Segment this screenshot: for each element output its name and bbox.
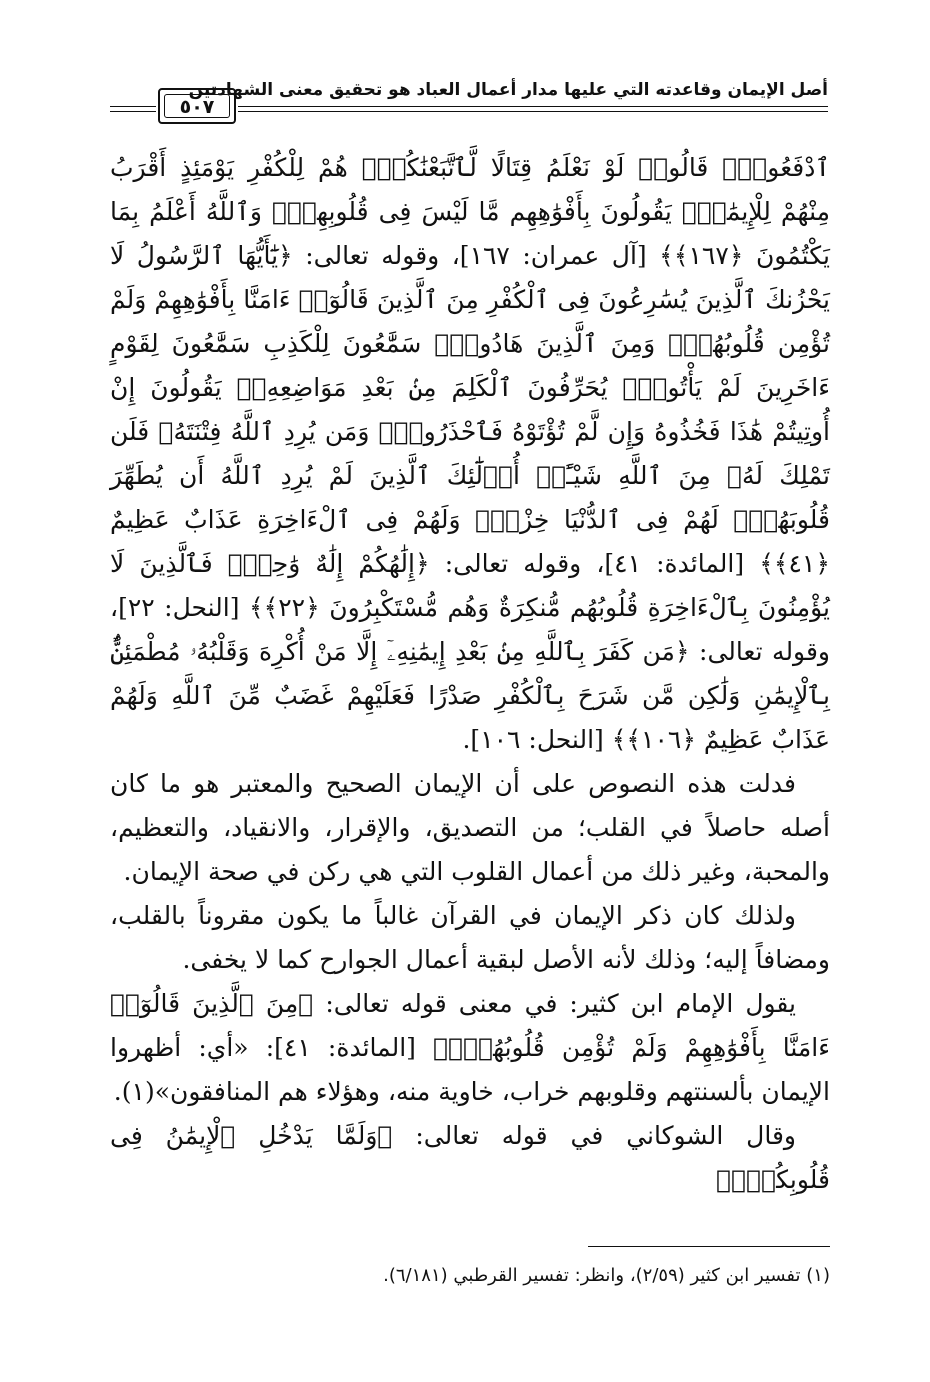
body-text	[110, 146, 830, 1202]
running-title: أصل الإيمان وقاعدته التي عليها مدار أعمال العباد هو تحقيق معنى الشهادتين	[188, 80, 828, 100]
paragraph-shawkani: وقال الشوكاني في قوله تعالى: ﴿وَلَمَّا يَدْخُلِ ٱلْإِيمَٰنُ فِى قُلُوبِكُمْۖ﴾	[110, 1121, 830, 1194]
header-rule	[110, 111, 156, 112]
paragraph-conclusion: فدلت هذه النصوص على أن الإيمان الصحيح والمعتبر هو ما كان أصله حاصلاً في القلب؛ من التصديق، والإقرار، والانقياد، والتعظيم، والمحبة، وغير ذلك من أعمال القلوب التي هي ركن في صحة الإيمان.	[110, 769, 830, 886]
header-rule	[238, 106, 828, 107]
header-rule	[238, 111, 828, 112]
page-header	[110, 78, 828, 126]
header-rule	[110, 106, 156, 107]
footnote: (١) تفسير ابن كثير (٢/٥٩)، وانظر: تفسير القرطبي (٦/١٨١).	[383, 1265, 830, 1286]
page-number: ٥٠٧	[179, 96, 215, 118]
page-number-frame	[158, 88, 236, 124]
paragraph-heart: ولذلك كان ذكر الإيمان في القرآن غالباً ما يكون مقروناً بالقلب، ومضافاً إليه؛ وذلك لأنه الأصل لبقية أعمال الجوارح كما لا يخفى.	[110, 901, 830, 974]
footnote-separator	[588, 1246, 830, 1247]
paragraph-verses: ٱدْفَعُوا۟ۖ قَالُوا۟ لَوْ نَعْلَمُ قِتَالًا لَّٱتَّبَعْنَٰكُمْۗ هُمْ لِلْكُفْرِ يَوْمَئِذٍ أَقْرَبُ مِنْهُمْ لِلْإِيمَٰنِۚ يَقُولُونَ بِأَفْوَٰهِهِم مَّا لَيْسَ فِى قُلُوبِهِمْۗ وَٱللَّهُ أَعْلَمُ بِمَا يَكْتُمُونَ ﴿١٦٧﴾﴾ [آل عمران: ١٦٧]، وقوله تعالى: ﴿يَٰٓأَيُّهَا ٱلرَّسُولُ لَا يَحْزُنكَ ٱلَّذِينَ يُسَٰرِعُونَ فِى ٱلْكُفْرِ مِنَ ٱلَّذِينَ قَالُوٓا۟ ءَامَنَّا بِأَفْوَٰهِهِمْ وَلَمْ تُؤْمِن قُلُوبُهُمْۛ وَمِنَ ٱلَّذِينَ هَادُوا۟ۛ سَمَّٰعُونَ لِلْكَذِبِ سَمَّٰعُونَ لِقَوْمٍ ءَاخَرِينَ لَمْ يَأْتُوكَۖ يُحَرِّفُونَ ٱلْكَلِمَ مِنۢ بَعْدِ مَوَاضِعِهِۦۖ يَقُولُونَ إِنْ أُوتِيتُمْ هَٰذَا فَخُذُوهُ وَإِن لَّمْ تُؤْتَوْهُ فَٱحْذَرُوا۟ۚ وَمَن يُرِدِ ٱللَّهُ فِتْنَتَهُۥ فَلَن تَمْلِكَ لَهُۥ مِنَ ٱللَّهِ شَيْـًٔاۚ أُو۟لَٰٓئِكَ ٱلَّذِينَ لَمْ يُرِدِ ٱللَّهُ أَن يُطَهِّرَ قُلُوبَهُمْۚ لَهُمْ فِى ٱلدُّنْيَا خِزْىٌۖ وَلَهُمْ فِى ٱلْءَاخِرَةِ عَذَابٌ عَظِيمٌ ﴿٤١﴾﴾ [المائدة: ٤١]، وقوله تعالى: ﴿إِلَٰهُكُمْ إِلَٰهٌ وَٰحِدٌۚ فَٱلَّذِينَ لَا يُؤْمِنُونَ بِٱلْءَاخِرَةِ قُلُوبُهُم مُّنكِرَةٌ وَهُم مُّسْتَكْبِرُونَ ﴿٢٢﴾﴾ [النحل: ٢٢]، وقوله تعالى: ﴿مَن كَفَرَ بِٱللَّهِ مِنۢ بَعْدِ إِيمَٰنِهِۦٓ إِلَّا مَنْ أُكْرِهَ وَقَلْبُهُۥ مُطْمَئِنٌّۢ بِٱلْإِيمَٰنِ وَلَٰكِن مَّن شَرَحَ بِٱلْكُفْرِ صَدْرًا فَعَلَيْهِمْ غَضَبٌ مِّنَ ٱللَّهِ وَلَهُمْ عَذَابٌ عَظِيمٌ ﴿١٠٦﴾﴾ [النحل: ١٠٦].	[110, 153, 831, 754]
paragraph-ibn-kathir: يقول الإمام ابن كثير: في معنى قوله تعالى: ﴿مِنَ ٱلَّذِينَ قَالُوٓا۟ ءَامَنَّا بِأَفْوَٰهِهِمْ وَلَمْ تُؤْمِن قُلُوبُهُمْۛ﴾ [المائدة: ٤١]: «أي: أظهروا الإيمان بألسنتهم وقلوبهم خراب، خاوية منه، وهؤلاء هم المنافقون»(١).	[110, 989, 830, 1106]
